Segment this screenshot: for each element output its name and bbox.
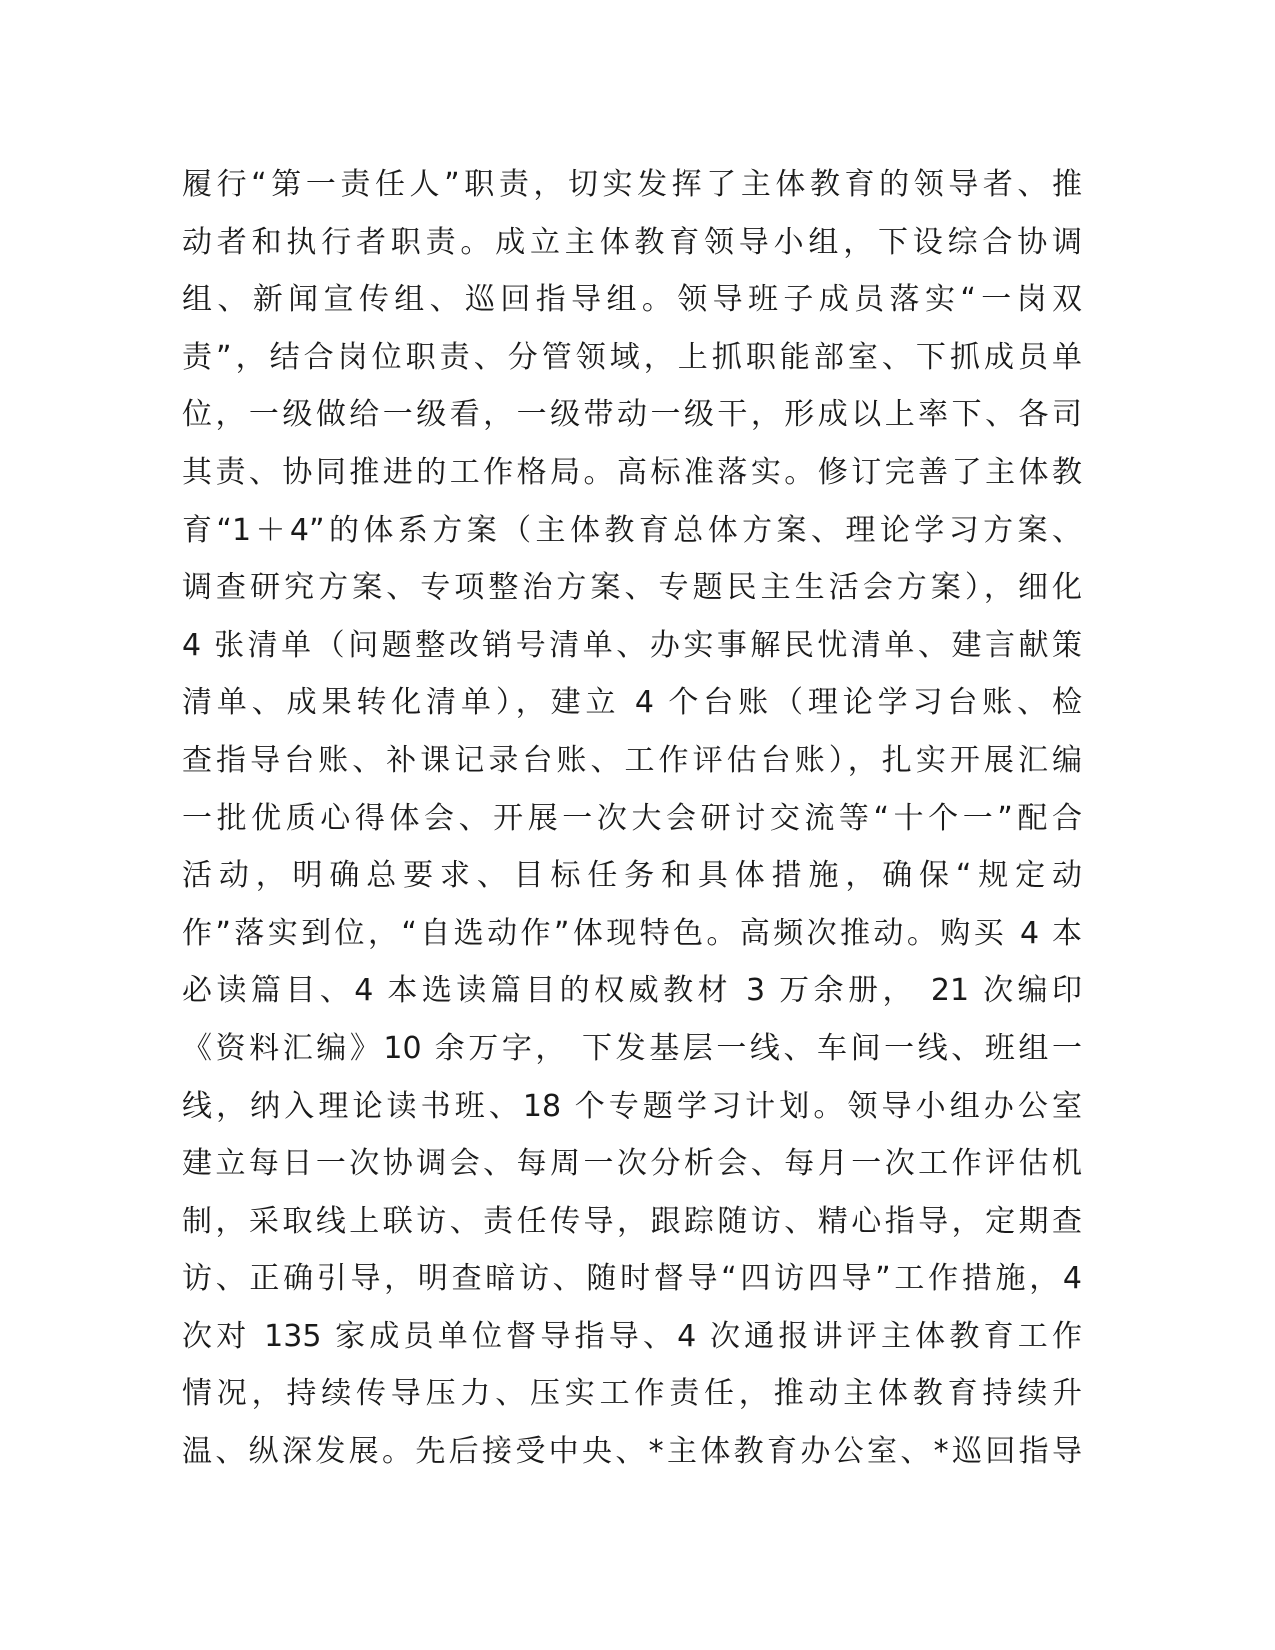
text-line: 调查研究方案、专项整治方案、专题民主生活会方案），细化 bbox=[182, 570, 1082, 606]
text-line: 《资料汇编》10 余万字， 下发基层一线、车间一线、班组一 bbox=[182, 1030, 1082, 1066]
text-line: 履行“第一责任人”职责，切实发挥了主体教育的领导者、推 bbox=[182, 167, 1082, 202]
text-line: 建立每日一次协调会、每周一次分析会、每月一次工作评估机 bbox=[182, 1146, 1082, 1182]
text-line: 次对 135 家成员单位督导指导、4 次通报讲评主体教育工作 bbox=[182, 1318, 1082, 1354]
text-line: 4 张清单（问题整改销号清单、办实事解民忧清单、建言献策 bbox=[182, 627, 1082, 663]
body-paragraph bbox=[182, 156, 1082, 1481]
text-line: 作”落实到位，“自选动作”体现特色。高频次推动。购买 4 本 bbox=[182, 915, 1082, 951]
text-line: 其责、协同推进的工作格局。高标准落实。修订完善了主体教 bbox=[182, 454, 1082, 490]
text-line: 一批优质心得体会、开展一次大会研讨交流等“十个一”配合 bbox=[182, 800, 1082, 836]
text-line: 访、正确引导，明查暗访、随时督导“四访四导”工作措施，4 bbox=[182, 1261, 1082, 1297]
text-line: 情况，持续传导压力、压实工作责任，推动主体教育持续升 bbox=[182, 1376, 1082, 1412]
text-line: 位，一级做给一级看，一级带动一级干，形成以上率下、各司 bbox=[182, 397, 1082, 433]
text-line: 组、新闻宣传组、巡回指导组。领导班子成员落实“一岗双 bbox=[182, 282, 1082, 318]
text-line: 制，采取线上联访、责任传导，跟踪随访、精心指导，定期查 bbox=[182, 1203, 1082, 1239]
text-line: 线，纳入理论读书班、18 个专题学习计划。领导小组办公室 bbox=[182, 1088, 1082, 1124]
text-line: 查指导台账、补课记录台账、工作评估台账），扎实开展汇编 bbox=[182, 742, 1082, 778]
text-line: 责”，结合岗位职责、分管领域，上抓职能部室、下抓成员单 bbox=[182, 339, 1082, 375]
text-line: 育“1＋4”的体系方案（主体教育总体方案、理论学习方案、 bbox=[182, 512, 1082, 548]
text-line: 活动，明确总要求、目标任务和具体措施，确保“规定动 bbox=[182, 858, 1082, 894]
text-line: 必读篇目、4 本选读篇目的权威教材 3 万余册， 21 次编印 bbox=[182, 973, 1082, 1009]
text-line: 动者和执行者职责。成立主体教育领导小组，下设综合协调 bbox=[182, 224, 1082, 260]
text-line: 清单、成果转化清单），建立 4 个台账（理论学习台账、检 bbox=[182, 685, 1082, 721]
text-line: 温、纵深发展。先后接受中央、*主体教育办公室、*巡回指导 bbox=[182, 1434, 1082, 1470]
